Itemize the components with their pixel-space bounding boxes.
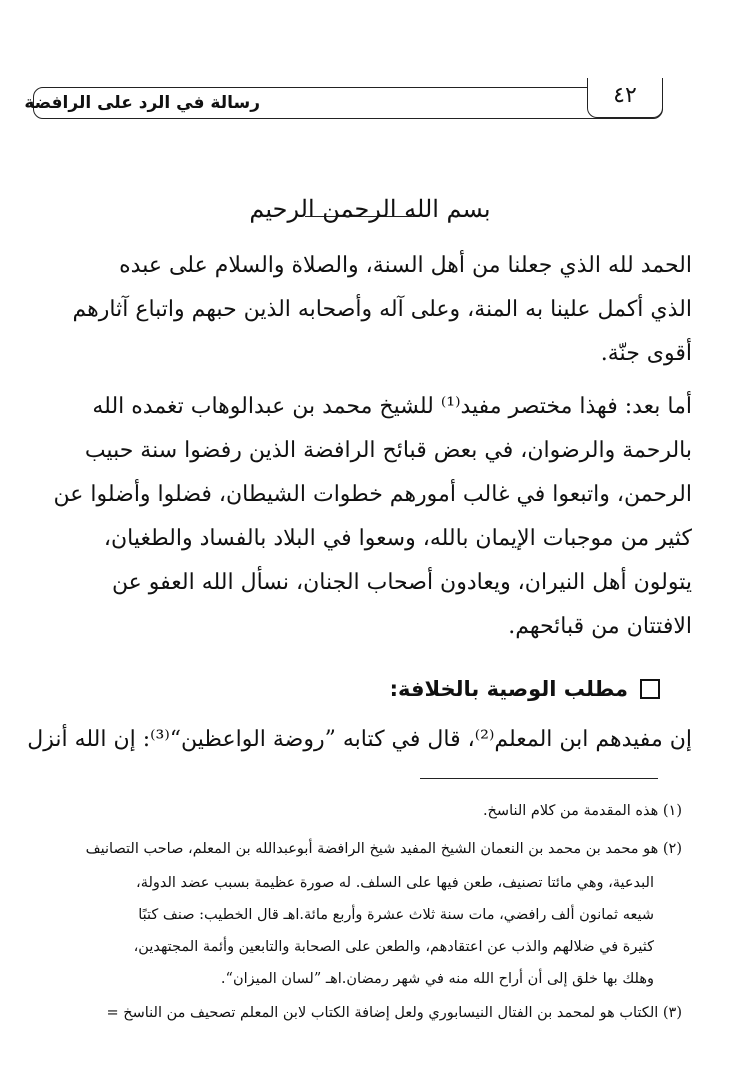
body-line: الحمد لله الذي جعلنا من أهل السنة، والصلاة والسلام على عبده — [119, 253, 692, 278]
footnote-line: وهلك بها خلق إلى أن أراح الله منه في شهر رمضان.اهـ ”لسان الميزان“. — [220, 971, 654, 987]
square-bullet-icon — [640, 679, 660, 699]
body-line: أما بعد: فهذا مختصر مفيد⁽¹⁾ للشيخ محمد بن عبدالوهاب تغمده الله — [92, 394, 692, 419]
footnote-line: (٢) هو محمد بن محمد بن النعمان الشيخ المفيد شيخ الرافضة أبوعبدالله بن المعلم، صاحب التصانيف — [85, 841, 682, 857]
section-heading — [360, 668, 660, 710]
basmala: بسم الله الرحمن الرحيم — [249, 195, 491, 223]
footnote-separator — [420, 778, 658, 779]
footnote-line: البدعية، وهي مائتا تصنيف، طعن فيها على السلف. له صورة عظيمة بسبب عضد الدولة، — [136, 875, 654, 891]
page-number: ٤٢ — [613, 83, 637, 108]
footnote-line: كثيرة في ضلالهم والذب عن اعتقادهم، والطعن على الصحابة والتابعين وأئمة المجتهدين، — [133, 939, 654, 955]
footnote-line: شيعه ثمانون ألف رافضي، مات سنة ثلاث عشرة وأربع مائة.اهـ قال الخطيب: صنف كتبًا — [138, 907, 654, 923]
body-line: إن مفيدهم ابن المعلم⁽²⁾، قال في كتابه ”روضة الواعظين“⁽³⁾: إن الله أنزل — [27, 727, 692, 752]
body-line: الرحمن، واتبعوا في غالب أمورهم خطوات الشيطان، فضلوا وأضلوا عن — [53, 482, 692, 507]
footnote-line: (٣) الكتاب هو لمحمد بن الفتال النيسابوري ولعل إضافة الكتاب لابن المعلم تصحيف من الناسخ = — [106, 1005, 682, 1021]
body-line: أقوى جنّة. — [600, 341, 692, 366]
section-heading-text: مطلب الوصية بالخلافة: — [389, 677, 628, 701]
basmala-flourish — [305, 216, 415, 217]
body-line: الافتتان من قبائحهم. — [508, 614, 692, 639]
running-header-title: رسالة في الرد على الرافضة — [24, 93, 260, 113]
footnote-line: (١) هذه المقدمة من كلام الناسخ. — [482, 803, 682, 819]
body-line: يتولون أهل النيران، ويعادون أصحاب الجنان، نسأل الله العفو عن — [111, 570, 692, 595]
body-line: كثير من موجبات الإيمان بالله، وسعوا في البلاد بالفساد والطغيان، — [103, 526, 692, 551]
body-line: الذي أكمل علينا به المنة، وعلى آله وأصحابه الذين حبهم واتباع آثارهم — [72, 297, 692, 322]
body-line: بالرحمة والرضوان، في بعض قبائح الرافضة الذين رفضوا سنة حبيب — [84, 438, 692, 463]
